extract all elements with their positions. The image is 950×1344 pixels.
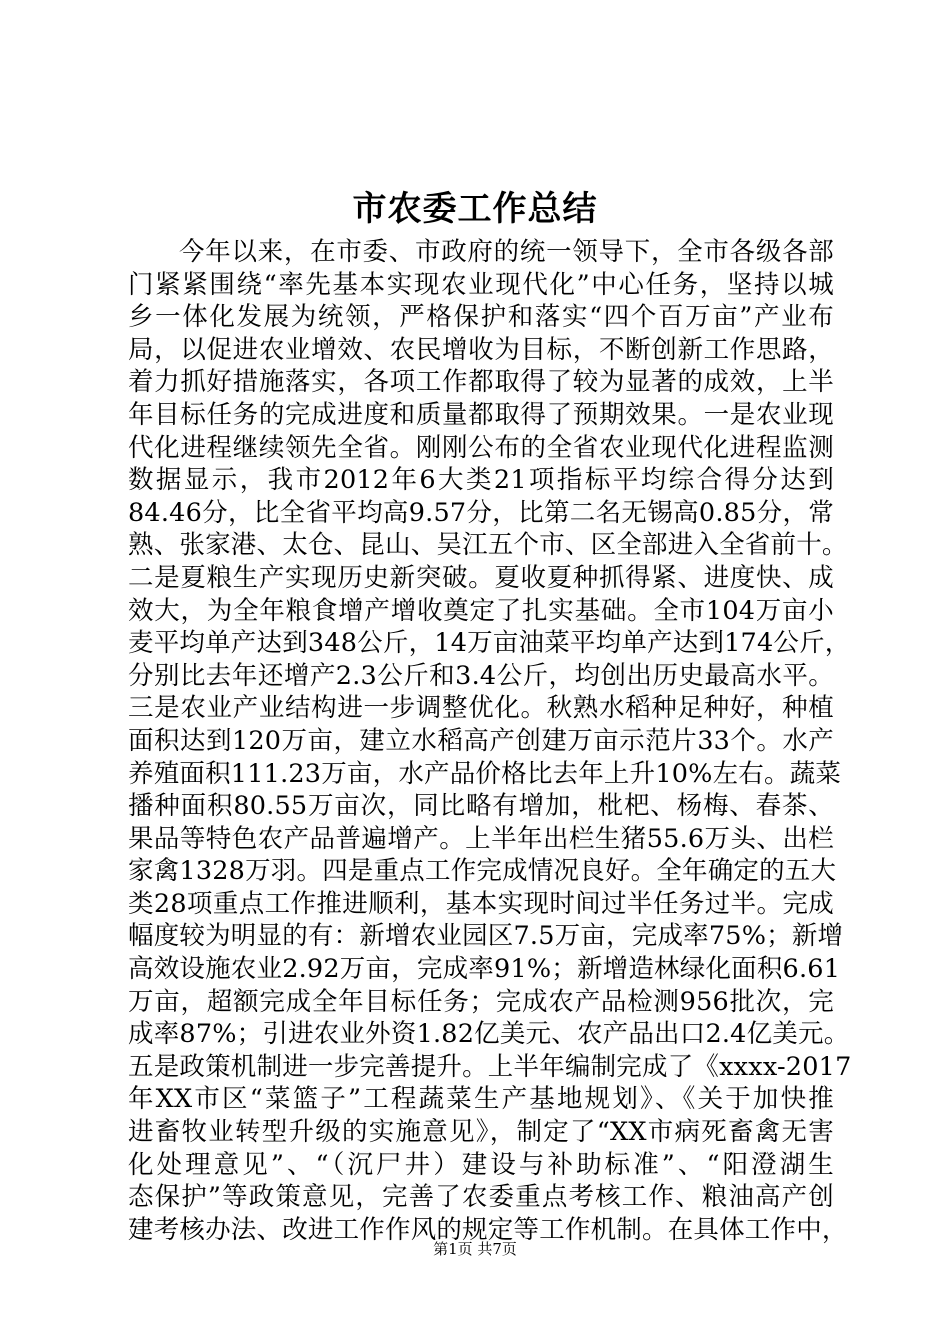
document-body xyxy=(128,236,852,1246)
text-line: 熟、张家港、太仓、昆山、吴江五个市、区全部进入全省前十。 xyxy=(128,530,848,561)
text-line: 今年以来，在市委、市政府的统一领导下，全市各级各部 xyxy=(179,237,834,267)
text-line: 数据显示，我市2012年6大类21项指标平均综合得分达到 xyxy=(128,465,834,496)
text-line: 着力抓好措施落实，各项工作都取得了较为显著的成效，上半 xyxy=(128,367,834,398)
text-line: 麦平均单产达到348公斤，14万亩油菜平均单产达到174公斤， xyxy=(128,628,851,659)
text-line: 五是政策机制进一步完善提升。上半年编制完成了《xxxx-2017 xyxy=(128,1051,852,1082)
text-line: 84.46分，比全省平均高9.57分，比第二名无锡高0.85分，常 xyxy=(128,497,834,528)
text-line: 二是夏粮生产实现历史新突破。夏收夏种抓得紧、进度快、成 xyxy=(128,562,834,593)
text-line: 果品等特色农产品普遍增产。上半年出栏生猪55.6万头、出栏 xyxy=(128,823,834,854)
text-line: 年目标任务的完成进度和质量都取得了预期效果。一是农业现 xyxy=(128,399,834,430)
text-line: 门紧紧围绕“率先基本实现农业现代化”中心任务，坚持以城 xyxy=(128,269,834,300)
text-line: 年XX市区“菜篮子”工程蔬菜生产基地规划》、《关于加快推 xyxy=(128,1084,834,1115)
page-title: 市农委工作总结 xyxy=(352,189,598,229)
text-line: 幅度较为明显的有：新增农业园区7.5万亩，完成率75%；新增 xyxy=(128,921,844,952)
text-line: 三是农业产业结构进一步调整优化。秋熟水稻种足种好，种植 xyxy=(128,693,834,724)
text-line: 进畜牧业转型升级的实施意见》，制定了“XX市病死畜禽无害 xyxy=(128,1117,834,1148)
text-line: 面积达到120万亩，建立水稻高产创建万亩示范片33个。水产 xyxy=(128,725,834,756)
text-line: 高效设施农业2.92万亩，完成率91%；新增造林绿化面积6.61 xyxy=(128,954,841,985)
text-line: 化处理意见”、“（沉尸井）建设与补助标准”、“阳澄湖生 xyxy=(128,1149,834,1180)
text-line: 养殖面积111.23万亩，水产品价格比去年上升10%左右。蔬菜 xyxy=(128,758,842,789)
text-line: 态保护”等政策意见，完善了农委重点考核工作、粮油高产创 xyxy=(128,1182,834,1213)
text-line: 乡一体化发展为统领，严格保护和落实“四个百万亩”产业布 xyxy=(128,302,834,333)
text-line: 建考核办法、改进工作作风的规定等工作机制。在具体工作中， xyxy=(128,1214,848,1245)
text-line: 播种面积80.55万亩次，同比略有增加，枇杷、杨梅、春茶、 xyxy=(128,791,834,822)
page-number: 第1页 共7页 xyxy=(433,1240,517,1258)
text-line: 代化进程继续领先全省。刚刚公布的全省农业现代化进程监测 xyxy=(128,432,834,463)
text-line: 类28项重点工作推进顺利，基本实现时间过半任务过半。完成 xyxy=(128,888,834,919)
text-line: 成率87%；引进农业外资1.82亿美元、农产品出口2.4亿美元。 xyxy=(128,1019,850,1050)
text-line: 局，以促进农业增效、农民增收为目标，不断创新工作思路， xyxy=(128,334,834,365)
text-line: 万亩，超额完成全年目标任务；完成农产品检测956批次，完 xyxy=(128,986,834,1017)
text-line: 家禽1328万羽。四是重点工作完成情况良好。全年确定的五大 xyxy=(128,856,837,887)
text-line: 分别比去年还增产2.3公斤和3.4公斤，均创出历史最高水平。 xyxy=(128,660,834,691)
text-line: 效大，为全年粮食增产增收奠定了扎实基础。全市104万亩小 xyxy=(128,595,834,626)
